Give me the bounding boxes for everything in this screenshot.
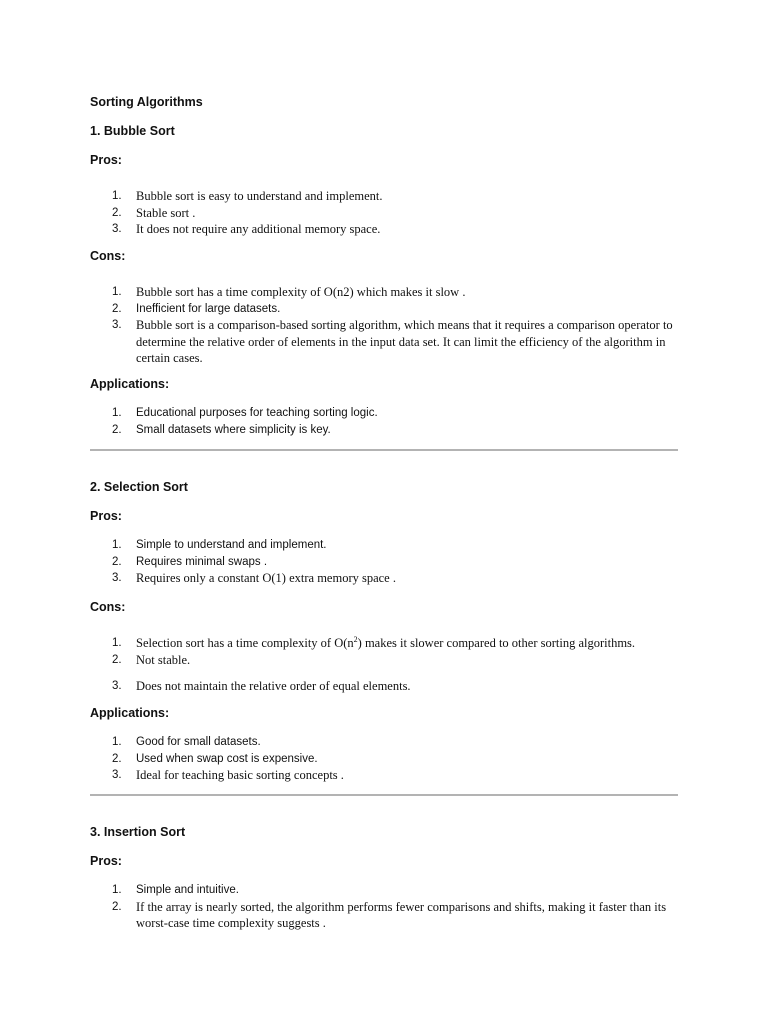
list-item-text: Bubble sort has a time complexity of O(n2) which makes it slow .	[136, 285, 466, 299]
selection-cons-list	[90, 635, 680, 668]
section-divider	[90, 794, 678, 796]
list-item	[90, 221, 680, 238]
list-item-text: Ideal for teaching basic sorting concepts .	[136, 768, 344, 782]
list-number: 1.	[112, 407, 122, 419]
list-number: 1.	[112, 736, 122, 748]
list-item	[90, 751, 680, 768]
list-item	[90, 635, 680, 652]
list-item-text: Requires only a constant O(1) extra memory space .	[136, 571, 396, 585]
list-item	[90, 422, 680, 439]
bubble-pros-list	[90, 188, 680, 238]
list-number: 2.	[112, 900, 122, 913]
list-number: 3.	[112, 769, 122, 781]
list-item	[90, 205, 680, 222]
list-number: 1.	[112, 190, 122, 202]
list-item	[90, 734, 680, 751]
list-item-text: Good for small datasets.	[136, 736, 261, 748]
list-item-text: Does not maintain the relative order of equal elements.	[136, 679, 411, 693]
list-number: 2.	[112, 752, 122, 765]
list-item-text: Inefficient for large datasets.	[136, 302, 281, 315]
list-number: 3.	[112, 223, 122, 235]
list-item	[90, 678, 680, 695]
list-item	[90, 882, 680, 899]
list-item-text: If the array is nearly sorted, the algorithm performs fewer comparisons and shifts, making it faster than its worst-case time complexity suggests .	[136, 899, 667, 930]
list-item-text: Bubble sort is a comparison-based sorting algorithm, which means that it requires a comparison operator to determine the relative order of elements in the input data set. It can limit the efficiency of the algorithm in certain cases.	[136, 318, 673, 365]
insertion-pros-list	[90, 882, 680, 932]
selection-applications-list	[90, 734, 680, 784]
section-heading-bubble-sort: 1. Bubble Sort	[90, 124, 175, 138]
list-item-text: ) makes it slower compared to other sorting algorithms.	[357, 636, 636, 650]
bubble-cons-list	[90, 284, 680, 367]
list-item	[90, 537, 680, 554]
section-heading-insertion-sort: 3. Insertion Sort	[90, 825, 186, 839]
list-number: 3.	[112, 572, 122, 584]
list-number: 1.	[112, 637, 122, 649]
list-item	[90, 554, 680, 571]
list-number: 3.	[112, 319, 122, 331]
list-item-text: Selection sort has a time complexity of O(n	[136, 636, 354, 650]
bubble-applications-list	[90, 405, 680, 438]
selection-pros-list	[90, 537, 680, 587]
cons-label: Cons:	[90, 249, 126, 263]
pros-label: Pros:	[90, 854, 122, 868]
pros-label: Pros:	[90, 153, 122, 167]
list-item-text: Educational purposes for teaching sorting logic.	[136, 407, 378, 419]
list-number: 2.	[112, 206, 122, 219]
list-item-text: Simple to understand and implement.	[136, 539, 327, 551]
list-item-text: Stable sort .	[136, 205, 196, 220]
list-item-text: Not stable.	[136, 652, 191, 667]
applications-label: Applications:	[90, 706, 170, 720]
list-number: 1.	[112, 286, 122, 298]
list-item	[90, 301, 680, 318]
selection-cons-list-continued	[90, 678, 680, 695]
list-number: 2.	[112, 653, 122, 666]
list-item	[90, 284, 680, 301]
list-item	[90, 767, 680, 784]
list-number: 1.	[112, 539, 122, 551]
list-item	[90, 188, 680, 205]
list-number: 1.	[112, 884, 122, 896]
document-title: Sorting Algorithms	[90, 95, 203, 109]
cons-label: Cons:	[90, 600, 126, 614]
list-item	[90, 899, 680, 932]
list-item-text: Small datasets where simplicity is key.	[136, 423, 331, 436]
section-divider	[90, 449, 678, 451]
list-number: 3.	[112, 680, 122, 692]
list-item	[90, 570, 680, 587]
section-heading-selection-sort: 2. Selection Sort	[90, 480, 188, 494]
list-item	[90, 405, 680, 422]
list-item	[90, 652, 680, 669]
list-item-text: Requires minimal swaps .	[136, 555, 268, 568]
list-item-text: Used when swap cost is expensive.	[136, 752, 318, 765]
list-number: 2.	[112, 555, 122, 568]
list-item-text: Bubble sort is easy to understand and implement.	[136, 189, 383, 203]
applications-label: Applications:	[90, 377, 170, 391]
list-number: 2.	[112, 423, 122, 436]
list-number: 2.	[112, 302, 122, 315]
list-item-text: Simple and intuitive.	[136, 884, 239, 896]
superscript: 2	[353, 634, 358, 644]
list-item	[90, 317, 680, 367]
list-item-text: It does not require any additional memory space.	[136, 222, 381, 236]
pros-label: Pros:	[90, 509, 122, 523]
